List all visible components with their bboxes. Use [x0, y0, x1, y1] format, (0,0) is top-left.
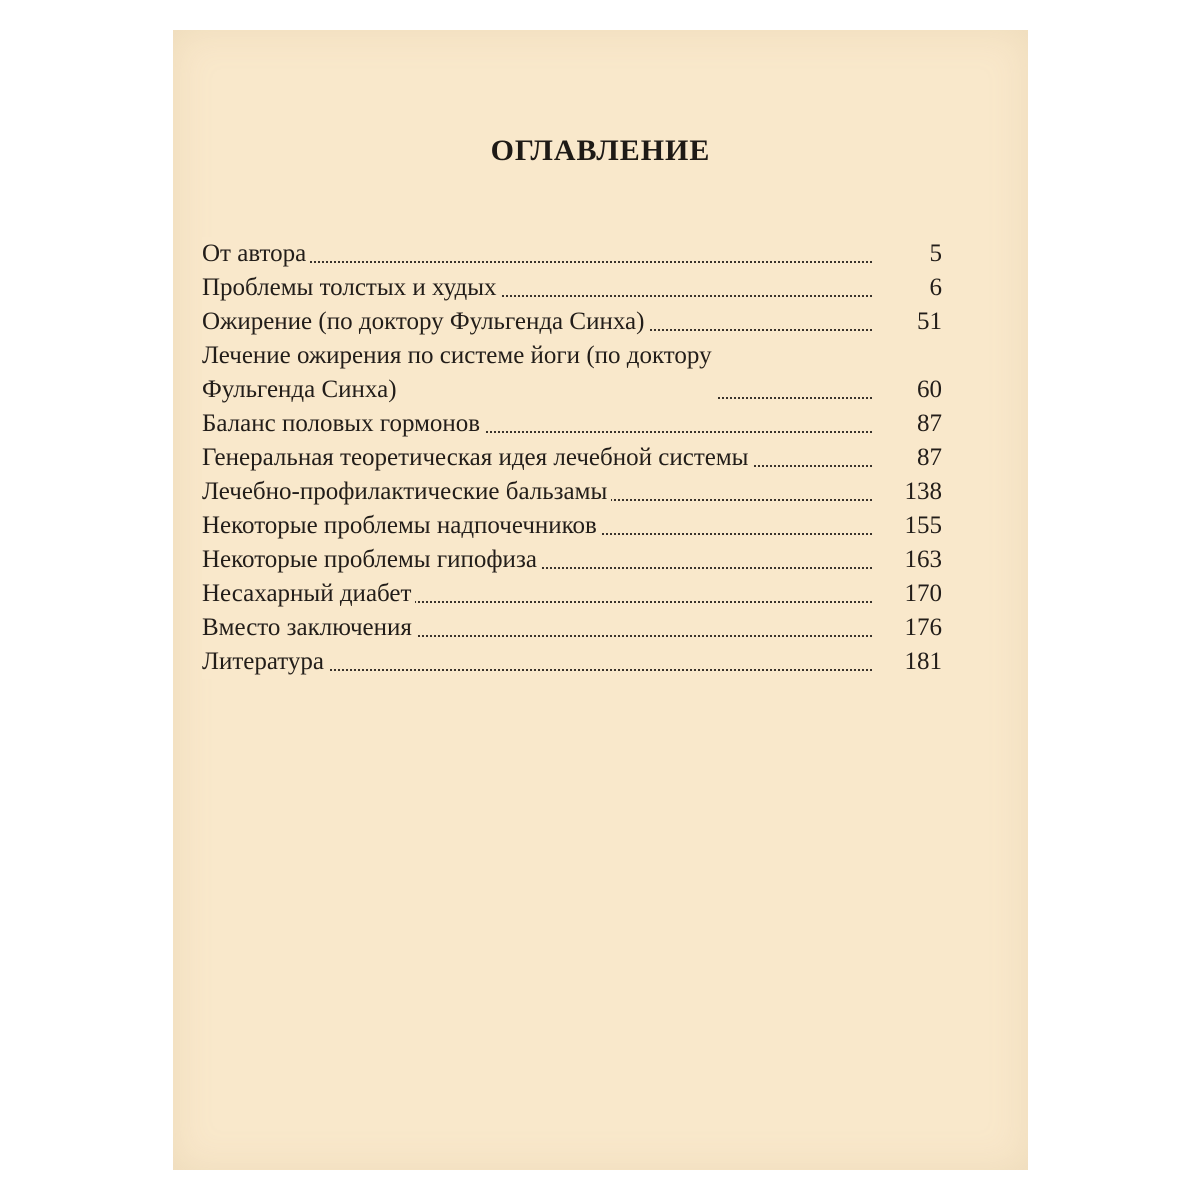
table-of-contents: [202, 237, 942, 679]
toc-entry: [202, 509, 942, 543]
toc-entry: [202, 611, 942, 645]
toc-entry-title: Ожирение (по доктору Фульгенда Синха): [202, 305, 648, 339]
toc-entry: [202, 339, 942, 407]
toc-entry: [202, 441, 942, 475]
toc-entry-page: 60: [880, 373, 942, 407]
toc-entry-page: 51: [880, 305, 942, 339]
toc-entry: [202, 543, 942, 577]
toc-entry-title: Лечебно-профилактические бальзамы: [202, 475, 611, 509]
toc-entry-title-line1: Лечение ожирения по системе йоги (по доктору: [202, 342, 712, 369]
toc-entry-page: 181: [880, 645, 942, 679]
toc-entry: [202, 271, 942, 305]
toc-entry-title: Литература: [202, 645, 328, 679]
toc-entry: [202, 407, 942, 441]
toc-entry-page: 87: [880, 441, 942, 475]
toc-entry: [202, 645, 942, 679]
toc-entry-page: 5: [880, 237, 942, 271]
toc-entry-title: Фульгенда Синха): [202, 376, 397, 403]
toc-entry-page: 170: [880, 577, 942, 611]
toc-entry-page: 155: [880, 509, 942, 543]
toc-entry: [202, 475, 942, 509]
toc-entry-title: Несахарный диабет: [202, 577, 415, 611]
book-page: [173, 30, 1028, 1170]
page-title: ОГЛАВЛЕНИЕ: [490, 134, 711, 167]
toc-entry: [202, 237, 942, 271]
toc-entry-page: 138: [880, 475, 942, 509]
toc-entry-title: От автора: [202, 237, 310, 271]
toc-entry: [202, 577, 942, 611]
toc-entry-title: Вместо заключения: [202, 611, 416, 645]
toc-entry-page: 87: [880, 407, 942, 441]
toc-entry-title: Генеральная теоретическая идея лечебной системы: [202, 441, 752, 475]
toc-entry-title: Некоторые проблемы гипофиза: [202, 543, 541, 577]
toc-entry-title-block: [202, 339, 716, 407]
toc-entry-page: 163: [880, 543, 942, 577]
toc-entry-page: 176: [880, 611, 942, 645]
toc-entry: [202, 305, 942, 339]
toc-entry-title: Проблемы толстых и худых: [202, 271, 501, 305]
toc-entry-title: Некоторые проблемы надпочечников: [202, 509, 601, 543]
toc-entry-title: Баланс половых гормонов: [202, 407, 484, 441]
toc-entry-page: 6: [880, 271, 942, 305]
